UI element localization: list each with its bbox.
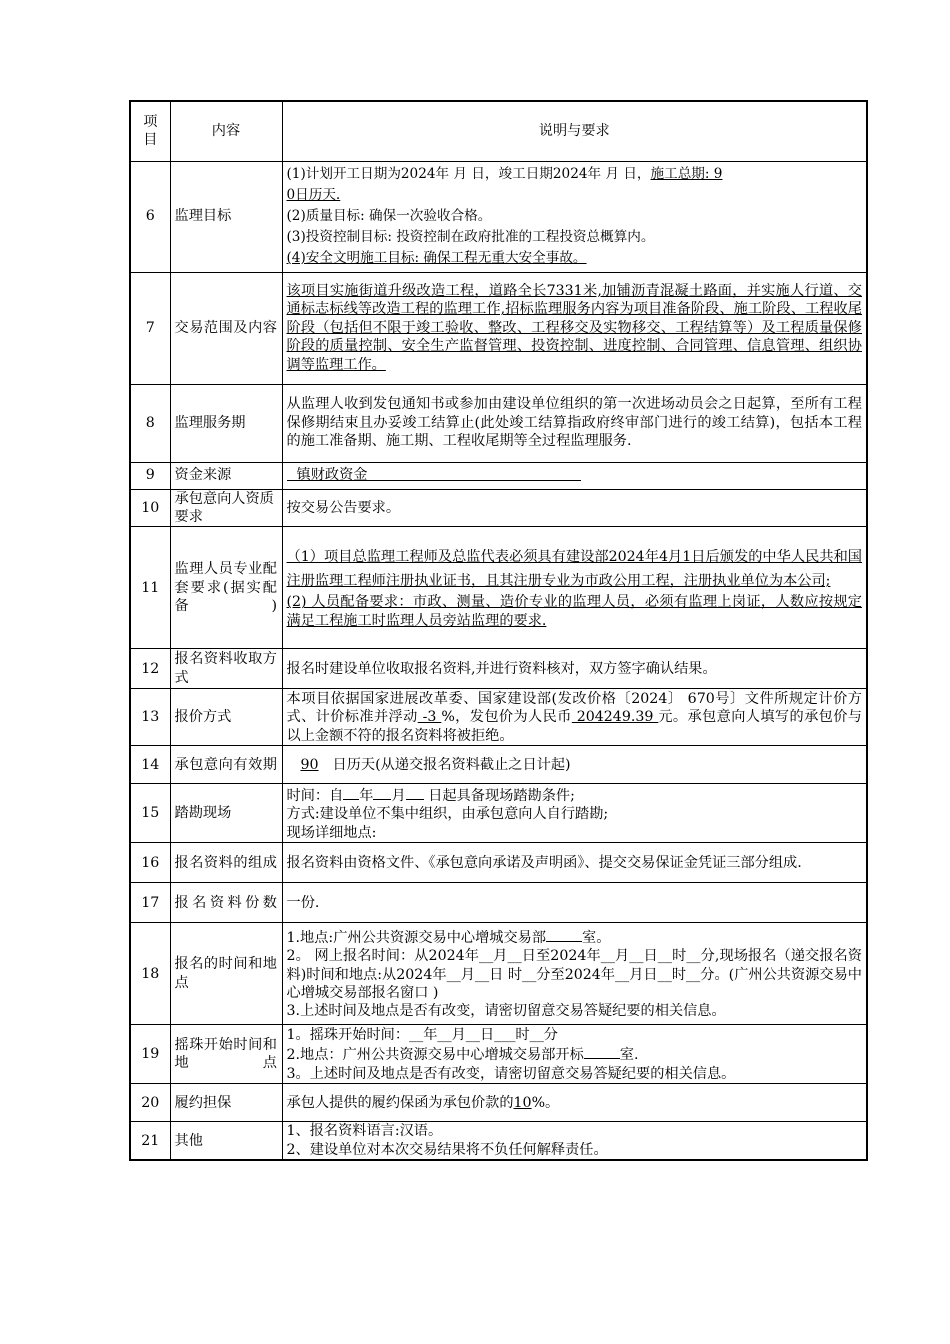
row-item: 踏勘现场 <box>170 784 282 843</box>
row-content: 1、报名资料语言:汉语。 2、建设单位对本次交易结果将不负任何解释责任。 <box>282 1122 867 1160</box>
row-content: 一份. <box>282 883 867 923</box>
row-number: 15 <box>130 784 170 843</box>
row-content: 该项目实施街道升级改造工程，道路全长7331米,加铺沥青混凝土路面，并实施人行道、交通标志标线等改造工程的监理工作,招标监理服务内容为项目准备阶段、施工阶段、工程收尾阶段（包括但不限于竣工验收、整改、工程移交及实物移交、工程结算等）及工程质量保修阶段的质量控制、安全生产监督管理、投资控制、进度控制、合同管理、信息管理、组织协调等监理工作。 <box>282 272 867 384</box>
row-number: 9 <box>130 462 170 489</box>
row-item: 监理服务期 <box>170 384 282 462</box>
row-number: 12 <box>130 649 170 689</box>
row-number: 20 <box>130 1084 170 1122</box>
row-item: 报名资料的组成 <box>170 843 282 883</box>
requirements-table <box>129 100 868 1161</box>
chief-engineer-requirement: （1）项目总监理工程师及总监代表必须具有建设部2024年4月1日后颁发的中华人民共和国注册监理工程师注册执业证书，且其注册专业为市政公用工程，注册执业单位为本公司; <box>286 549 862 590</box>
row-item: 报名资料份数 <box>170 883 282 923</box>
row-content: 从监理人收到发包通知书或参加由建设单位组织的第一次进场动员会之日起算，至所有工程保修期结束且办妥竣工结算止(此处竣工结算指政府终审部门进行的竣工结算)，包括本工程的施工准备期、施工期、工程收尾期等全过程监理服务. <box>282 384 867 462</box>
table-row <box>130 784 867 843</box>
table-row <box>130 689 867 746</box>
row-number: 10 <box>130 489 170 527</box>
row-content: 1。摇珠开始时间：__年__月__日___时__分 2.地点：广州公共资源交易中心增城交易部开标 室. 3。上述时间及地点是否有改变，请密切留意交易答疑纪要的相关信息。 <box>282 1025 867 1084</box>
table-row <box>130 462 867 489</box>
row-number: 16 <box>130 843 170 883</box>
staffing-requirement: (2) 人员配备要求：市政、测量、造价专业的监理人员，必须有监理上岗证，人数应按规定满足工程施工时监理人员旁站监理的要求. <box>286 594 862 629</box>
table-row <box>130 843 867 883</box>
row-number: 14 <box>130 746 170 784</box>
header-requirements: 说明与要求 <box>282 101 867 161</box>
row-item: 监理目标 <box>170 161 282 272</box>
table-row <box>130 649 867 689</box>
row-number: 17 <box>130 883 170 923</box>
row-number: 18 <box>130 923 170 1025</box>
bond-percent: 10 <box>513 1094 532 1111</box>
header-item-no: 项目 <box>130 101 170 161</box>
row-item: 摇珠开始时间和地点 <box>170 1025 282 1084</box>
row-item: 资金来源 <box>170 462 282 489</box>
row-item: 履约担保 <box>170 1084 282 1122</box>
row-item: 监理人员专业配套要求(据实配备) <box>170 527 282 649</box>
table-row <box>130 527 867 649</box>
validity-days: 90 <box>300 756 319 773</box>
safety-target: (4)安全文明施工目标: 确保工程无重大安全事故。 <box>286 250 587 266</box>
plan-dates: (1)计划开工日期为2024年 月 日，竣工日期2024年 月 日， <box>286 166 651 182</box>
investment-target: (3)投资控制目标: 投资控制在政府批准的工程投资总概算内。 <box>286 229 655 245</box>
row-item: 报价方式 <box>170 689 282 746</box>
row-number: 6 <box>130 161 170 272</box>
row-content <box>282 462 867 489</box>
row-number: 13 <box>130 689 170 746</box>
row-content <box>282 161 867 272</box>
table-header-row <box>130 101 867 161</box>
row-number: 8 <box>130 384 170 462</box>
row-content: 时间：自 年 月 日起具备现场踏勘条件; 方式:建设单位不集中组织，由承包意向人自行踏勘; 现场详细地点: <box>282 784 867 843</box>
row-item: 交易范围及内容 <box>170 272 282 384</box>
row-item: 其他 <box>170 1122 282 1160</box>
row-item: 承包意向人资质要求 <box>170 489 282 527</box>
table-row <box>130 384 867 462</box>
fund-source: 镇财政资金 <box>287 466 581 481</box>
table-row <box>130 1122 867 1160</box>
table-row <box>130 883 867 923</box>
row-content <box>282 527 867 649</box>
row-number: 7 <box>130 272 170 384</box>
table-row <box>130 923 867 1025</box>
row-item: 承包意向有效期 <box>170 746 282 784</box>
table-row <box>130 272 867 384</box>
contract-price: 204249.39 <box>571 709 659 726</box>
row-number: 11 <box>130 527 170 649</box>
row-content: 本项目依据国家进展改革委、国家建设部(发改价格〔2024〕 670号〕文件所规定计价方式、计价标准并浮动 -3 %，发包价为人民币 204249.39 元。承包意向人填写的承包价与以上金额不符的报名资料将被拒绝。 <box>282 689 867 746</box>
row-content: 报名资料由资格文件、《承包意向承诺及声明函》、提交交易保证金凭证三部分组成. <box>282 843 867 883</box>
table-row <box>130 746 867 784</box>
header-content: 内容 <box>170 101 282 161</box>
row-item: 报名资料收取方式 <box>170 649 282 689</box>
total-duration: 施工总期: 9 <box>650 166 723 182</box>
row-content: 90 日历天(从递交报名资料截止之日计起) <box>282 746 867 784</box>
float-rate: -3 <box>417 709 442 726</box>
table-row <box>130 161 867 272</box>
row-content: 按交易公告要求。 <box>282 489 867 527</box>
row-number: 21 <box>130 1122 170 1160</box>
row-content: 承包人提供的履约保函为承包价款的10%。 <box>282 1084 867 1122</box>
table-row <box>130 1025 867 1084</box>
row-content: 报名时建设单位收取报名资料,并进行资料核对，双方签字确认结果。 <box>282 649 867 689</box>
table-row <box>130 1084 867 1122</box>
row-number: 19 <box>130 1025 170 1084</box>
table-row <box>130 489 867 527</box>
total-duration-cont: 0日历天. <box>286 187 341 203</box>
row-item: 报名的时间和地点 <box>170 923 282 1025</box>
row-content: 1.地点:广州公共资源交易中心增城交易部 室。 2。 网上报名时间：从2024年__月__日至2024年__月__日__时__分,现场报名（递交报名资料)时间和地点:从2024年__月__日 时__分至2024年__月日__时__分。(广州公共资源交易中心增城交易部报名窗口 ) 3.上述时间及地点是否有改变，请密切留意交易答疑纪要的相关信息。 <box>282 923 867 1025</box>
quality-target: (2)质量目标: 确保一次验收合格。 <box>286 208 492 224</box>
